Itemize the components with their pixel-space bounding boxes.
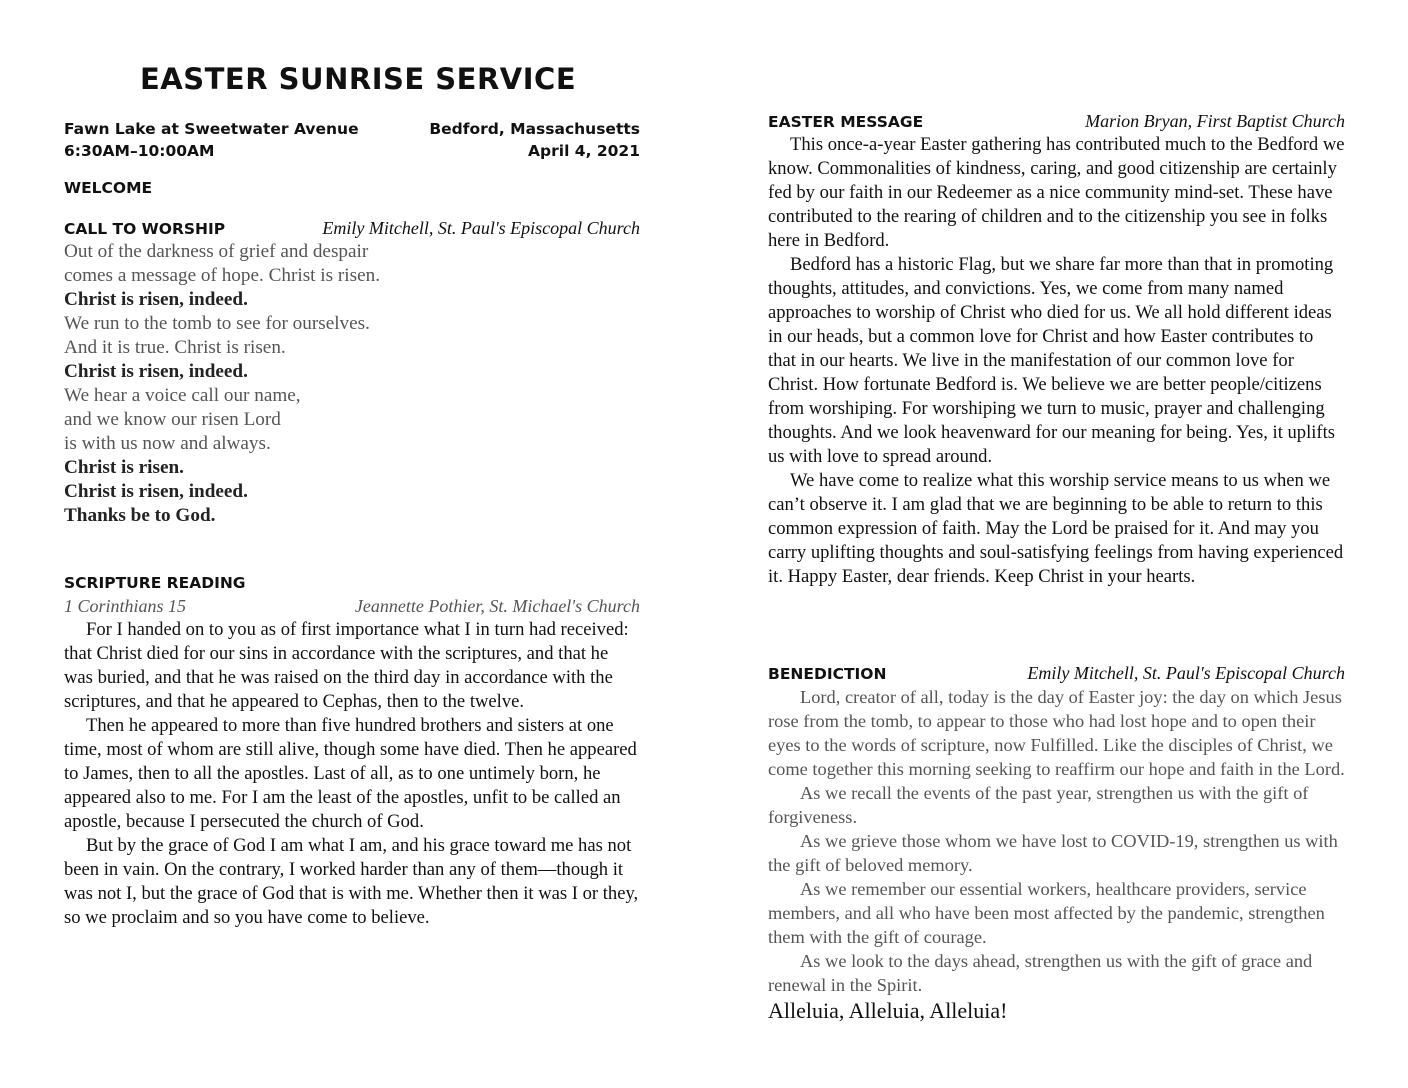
worship-line: We run to the tomb to see for ourselves. [64,313,370,334]
scripture-paragraph: But by the grace of God I am what I am, and his grace toward me has not been in vain. On the contrary, I worked harder than any of them—though it was not I, but the grace of God that is with me. Whether then it was I or they, so we proclaim and so you have come to believe. [64,835,639,928]
page-title: EASTER SUNRISE SERVICE [140,62,577,96]
welcome-heading: WELCOME [64,179,153,197]
benediction-paragraph: As we grieve those whom we have lost to COVID-19, strengthen us with the gift of beloved memory. [768,831,1338,875]
location-block [64,118,640,162]
service-date: April 4, 2021 [528,142,640,160]
benediction-leader: Emily Mitchell, St. Paul's Episcopal Church [1027,663,1345,683]
benediction-paragraph: As we look to the days ahead, strengthen us with the gift of grace and renewal in the Spirit. [768,951,1313,995]
scripture-paragraph: For I handed on to you as of first importance what I in turn had received: that Christ died for our sins in accordance with the scriptures, and that he was buried, and that he was raised on the third day in accordance with the scriptures, and that he appeared to Cephas, then to the twelve. [64,619,629,712]
benediction-paragraph: As we recall the events of the past year, strengthen us with the gift of forgiveness. [768,783,1309,827]
easter-message-speaker: Marion Bryan, First Baptist Church [1085,111,1345,131]
message-paragraph: This once-a-year Easter gathering has contributed much to the Bedford we know. Commonalities of kindness, caring, and good citizenship are certainly fed by our faith in our Redeemer as a nice community mind-set. These have contributed to the rearing of children and to the citizenship you see in folks here in Bedford. [768,134,1345,251]
call-to-worship-leader: Emily Mitchell, St. Paul's Episcopal Church [322,218,640,238]
worship-line: Christ is risen, indeed. [64,289,248,310]
easter-message-heading: EASTER MESSAGE [768,113,924,131]
worship-line: Christ is risen, indeed. [64,481,248,502]
worship-line: Christ is risen. [64,457,184,478]
call-to-worship-lines [64,240,640,528]
message-paragraph: We have come to realize what this worship service means to us when we can’t observe it. I am glad that we are beginning to be able to return to this common expression of faith. May the Lord be praised for it. And may you carry uplifting thoughts and soul-satisfying feelings from having experienced it. Happy Easter, dear friends. Keep Christ in your hearts. [768,470,1344,587]
call-to-worship-heading: CALL TO WORSHIP [64,220,226,238]
worship-line: and we know our risen Lord [64,409,281,430]
worship-line: Christ is risen, indeed. [64,361,248,382]
benediction-heading: BENEDICTION [768,665,887,683]
benediction-section [768,662,1345,1025]
scripture-reference: 1 Corinthians 15 [64,596,187,616]
city: Bedford, Massachusetts [429,120,640,138]
service-time: 6:30AM–10:00AM [64,142,215,160]
worship-line: And it is true. Christ is risen. [64,337,286,358]
benediction-text [768,685,1345,997]
scripture-heading: SCRIPTURE READING [64,574,246,592]
worship-line: is with us now and always. [64,433,271,454]
worship-line: We hear a voice call our name, [64,385,301,406]
scripture-paragraph: Then he appeared to more than five hundred brothers and sisters at one time, most of whom are still alive, though some have died. Then he appeared to James, then to all the apostles. Last of all, as to one untimely born, he appeared also to me. For I am the least of the apostles, unfit to be called an apostle, because I persecuted the church of God. [64,715,637,832]
worship-line: comes a message of hope. Christ is risen. [64,265,380,286]
scripture-text [64,618,640,930]
call-to-worship-section [64,217,640,528]
closing-alleluia: Alleluia, Alleluia, Alleluia! [768,998,1008,1023]
scripture-reader: Jeannette Pothier, St. Michael's Church [354,596,640,616]
easter-message-section [768,110,1345,589]
benediction-paragraph: Lord, creator of all, today is the day of Easter joy: the day on which Jesus rose from the tomb, to appear to those who had lost hope and to open their eyes to the words of scripture, now Fulfilled. Like the disciples of Christ, we come together this morning seeking to reaffirm our hope and faith in the Lord. [768,687,1345,779]
message-paragraph: Bedford has a historic Flag, but we share far more than that in promoting thoughts, attitudes, and convictions. Yes, we come from many named approaches to worship of Christ who died for us. We all hold different ideas in our heads, but a common love for Christ and how Easter contributes to that in our hearts. We live in the manifestation of our common love for Christ. How fortunate Bedford is. We believe we are better people/citizens from worshiping. For worshiping we turn to music, prayer and challenging thoughts. And we look heavenward for our meaning for being. Yes, it uplifts us with love to spread around. [768,254,1336,467]
scripture-section [64,572,640,930]
worship-line: Out of the darkness of grief and despair [64,241,369,262]
benediction-paragraph: As we remember our essential workers, healthcare providers, service members, and all who have been most affected by the pandemic, strengthen them with the gift of courage. [768,879,1325,947]
address: Fawn Lake at Sweetwater Avenue [64,120,359,138]
worship-line: Thanks be to God. [64,505,216,526]
easter-message-text [768,133,1345,589]
